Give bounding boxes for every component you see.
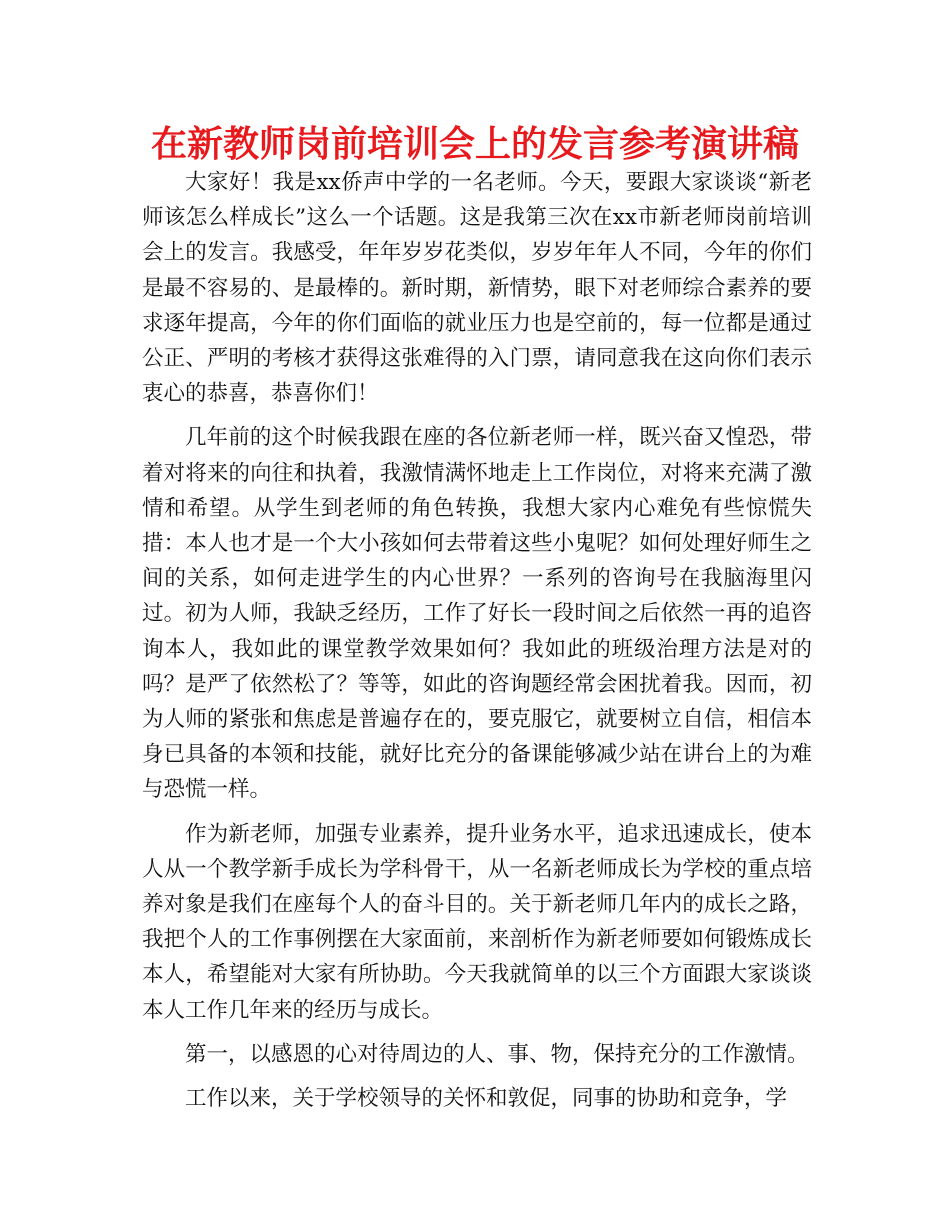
paragraph-first-point: 第一，以感恩的心对待周边的人、事、物，保持充分的工作激情。 [185, 1041, 809, 1067]
paragraph-past-experience: 几年前的这个时候我跟在座的各位新老师一样，既兴奋又惶恐，带着对将来的向往和执着，我激情满怀地走上工作岗位，对将来充满了激情和希望。从学生到老师的角色转换，我想大家内心难免有些惊慌失措：本人也才是一个大小孩如何去带着这些小鬼呢？如何处理好师生之间的关系，如何走进学生的内心世界？一系列的咨询号在我脑海里闪过。初为人师，我缺乏经历，工作了好长一段时间之后依然一再的追咨询本人，我如此的课堂教学效果如何？我如此的班级治理方法是对的吗？是严了依然松了？等等，如此的咨询题经常会困扰着我。因而，初为人师的紧张和焦虑是普遍存在的，要克服它，就要树立自信，相信本身已具备的本领和技能，就好比充分的备课能够减少站在讲台上的为难与恐慌一样。 [142, 425, 812, 803]
paragraph-greeting: 大家好！我是xx侨声中学的一名老师。今天，要跟大家谈谈“新老师该怎么样成长”这么一个话题。这是我第三次在xx市新老师岗前培训会上的发言。我感受，年年岁岁花类似，岁岁年年人不同，今年的你们是最不容易的、是最棒的。新时期，新情势，眼下对老师综合素养的要求逐年提高，今年的你们面临的就业压力也是空前的，每一位都是通过公正、严明的考核才获得这张难得的入门票，请同意我在这向你们表示衷心的恭喜，恭喜你们！ [142, 170, 812, 407]
paragraph-growth-goal: 作为新老师，加强专业素养，提升业务水平，追求迅速成长，使本人从一个教学新手成长为学科骨干，从一名新老师成长为学校的重点培养对象是我们在座每个人的奋斗目的。关于新老师几年内的成长之路，我把个人的工作事例摆在大家面前，来剖析作为新老师要如何锻炼成长本人，希望能对大家有所协助。今天我就简单的以三个方面跟大家谈谈本人工作几年来的经历与成长。 [142, 821, 812, 1023]
document-title: 在新教师岗前培训会上的发言参考演讲稿 [150, 124, 799, 165]
paragraph-work-since: 工作以来，关于学校领导的关怀和敦促，同事的协助和竞争，学 [185, 1086, 788, 1112]
document-body [142, 165, 812, 1116]
